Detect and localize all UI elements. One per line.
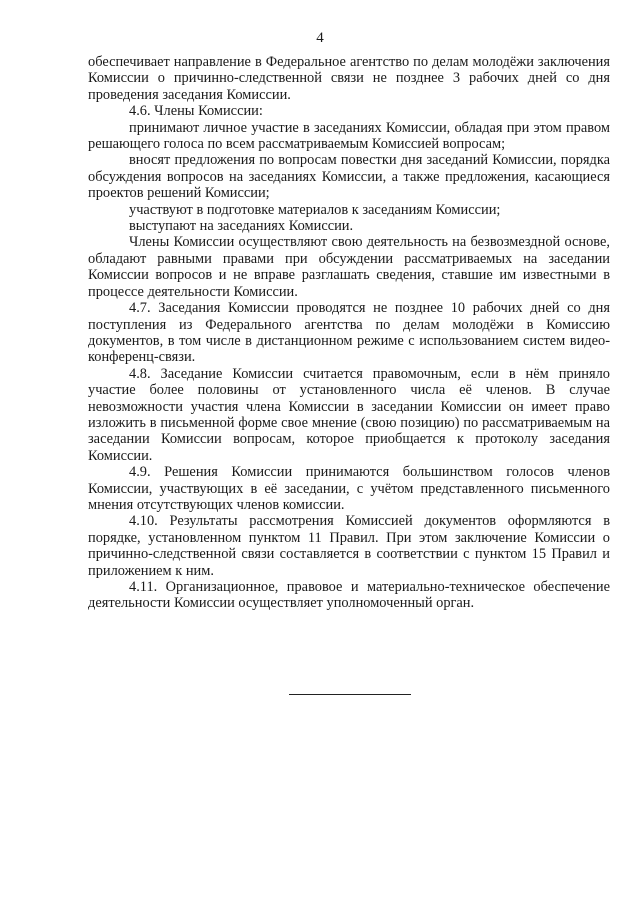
paragraph-4-8: 4.8. Заседание Комиссии считается правомочным, если в нём приняло участие более половины от установленного числа её членов. В случае невозможности участия члена Комиссии в заседании Комиссии он имеет право изложить в письменной форме свое мнение (свою позицию) по рассматриваемым на заседании Комиссии вопросам, которое приобщается к протоколу заседания Комиссии. [88, 365, 610, 464]
paragraph-4-6-heading: 4.6. Члены Комиссии: [129, 103, 263, 120]
paragraph-members-basis: Члены Комиссии осуществляют свою деятельность на безвозмездной основе, обладают равными правами при обсуждении рассматриваемых на заседании Комиссии вопросов и не вправе разглашать сведения, ставшие им известными в процессе деятельности Комиссии. [88, 234, 610, 300]
page-number: 4 [316, 30, 324, 46]
end-divider-line [289, 694, 411, 695]
paragraph-members-duty-4: выступают на заседаниях Комиссии. [129, 218, 354, 235]
paragraph-4-7: 4.7. Заседания Комиссии проводятся не позднее 10 рабочих дней со дня поступления из Федерального агентства по делам молодёжи в Комиссию документов, в том числе в дистанционном режиме с использованием систем видео-конференц-связи. [88, 300, 610, 366]
document-body [88, 54, 610, 612]
paragraph-members-duty-3: участвуют в подготовке материалов к заседаниям Комиссии; [129, 201, 501, 218]
paragraph-4-10: 4.10. Результаты рассмотрения Комиссией документов оформляются в порядке, установленном пунктом 11 Правил. При этом заключение Комиссии о причинно-следственной связи составляется в соответствии с пунктом 15 Правил и приложением к ним. [88, 513, 610, 579]
paragraph-members-duty-1: принимают личное участие в заседаниях Комиссии, обладая при этом правом решающего голоса по всем рассматриваемым Комиссией вопросам; [88, 119, 610, 153]
paragraph-4-9: 4.9. Решения Комиссии принимаются большинством голосов членов Комиссии, участвующих в её заседании, с учётом представленного письменного мнения отсутствующих членов комиссии. [88, 464, 610, 513]
paragraph-continuation: обеспечивает направление в Федеральное агентство по делам молодёжи заключения Комиссии о причинно-следственной связи не позднее 3 рабочих дней со дня проведения заседания Комиссии. [88, 54, 610, 103]
paragraph-4-11: 4.11. Организационное, правовое и материально-техническое обеспечение деятельности Комиссии осуществляет уполномоченный орган. [88, 579, 610, 612]
paragraph-members-duty-2: вносят предложения по вопросам повестки дня заседаний Комиссии, порядка обсуждения вопросов на заседаниях Комиссии, а также предложения, касающиеся проектов решений Комиссии; [88, 152, 610, 202]
